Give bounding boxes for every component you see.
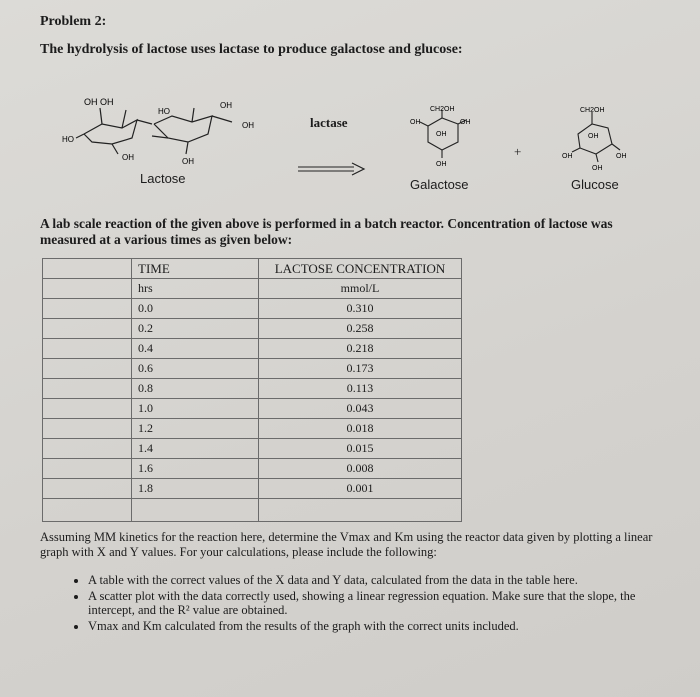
conc-cell: 0.173: [259, 359, 462, 379]
glucose-label-oh-bottom: OH: [592, 165, 603, 172]
table-row: [43, 339, 462, 359]
time-cell: 1.8: [132, 479, 259, 499]
time-cell: 0.4: [132, 339, 259, 359]
glucose-label-oh-left: OH: [562, 153, 573, 160]
list-item: • A scatter plot with the data correctly used, showing a linear regression equation. Make sure that the slope, the intercept, and the R² value are obtained.: [88, 589, 648, 617]
paragraph-reactor: A lab scale reaction of the given above is performed in a batch reactor. Concentration of lactose was measured at a various times as given below:: [40, 216, 613, 247]
lactose-label-oh-top: OH: [220, 101, 232, 110]
conc-cell: 0.258: [259, 319, 462, 339]
galactose-label-oh-center: OH: [436, 131, 447, 138]
time-cell: 1.6: [132, 459, 259, 479]
conc-cell: 0.008: [259, 459, 462, 479]
enzyme-label: lactase: [310, 115, 348, 130]
glucose-label-oh-center: OH: [588, 133, 599, 140]
galactose-label-oh-bottom: OH: [436, 161, 447, 168]
time-cell: 0.2: [132, 319, 259, 339]
lactose-label-ho2: HO: [158, 107, 170, 116]
list-item: • A table with the correct values of the X data and Y data, calculated from the data in the table here.: [88, 573, 648, 587]
glucose-label-oh-right: OH: [616, 153, 627, 160]
paragraph-instructions: Assuming MM kinetics for the reaction here, determine the Vmax and Km using the reactor data given by plotting a linear graph with X and Y values. For your calculations, please include the following:: [40, 530, 653, 559]
lactose-label-ho1: HO: [62, 135, 74, 144]
conc-cell: 0.001: [259, 479, 462, 499]
lactose-label-oh-mid: OH: [122, 153, 134, 162]
lactose-label-oh-right: OH: [242, 121, 254, 130]
conc-cell: 0.113: [259, 379, 462, 399]
plus-sign: +: [514, 144, 522, 159]
unit-concentration: mmol/L: [259, 279, 462, 299]
time-cell: 1.0: [132, 399, 259, 419]
table-row: [43, 379, 462, 399]
unit-time: hrs: [132, 279, 259, 299]
header-concentration: LACTOSE CONCENTRATION: [259, 259, 462, 279]
table-row: [43, 419, 462, 439]
lactose-label-oh-bottom: OH: [182, 157, 194, 166]
table-row: [43, 299, 462, 319]
galactose-structure: [408, 104, 478, 170]
table-header-row: [43, 259, 462, 279]
table-row: [43, 359, 462, 379]
problem-title: Problem 2:: [40, 14, 107, 29]
lactose-label-ohoh: OH OH: [84, 97, 114, 107]
table-row: [43, 439, 462, 459]
concentration-table: [42, 258, 462, 522]
time-cell: 0.6: [132, 359, 259, 379]
galactose-label-oh-right: OH: [460, 119, 471, 126]
glucose-label-ch2oh: CH2OH: [580, 107, 605, 114]
table-empty-row: [43, 499, 462, 522]
conc-cell: 0.018: [259, 419, 462, 439]
conc-cell: 0.015: [259, 439, 462, 459]
time-cell: 0.8: [132, 379, 259, 399]
table-row: [43, 479, 462, 499]
time-cell: 0.0: [132, 299, 259, 319]
conc-cell: 0.310: [259, 299, 462, 319]
reaction-arrow-icon: [296, 162, 366, 176]
galactose-name: Galactose: [410, 177, 469, 192]
table-row: [43, 459, 462, 479]
lactose-name: Lactose: [140, 171, 186, 186]
conc-cell: 0.218: [259, 339, 462, 359]
table-row: [43, 319, 462, 339]
glucose-name: Glucose: [571, 177, 619, 192]
table-units-row: [43, 279, 462, 299]
table-row: [43, 399, 462, 419]
glucose-structure: [562, 104, 632, 174]
lactose-structure: [62, 94, 282, 174]
requirements-list: [60, 573, 648, 635]
galactose-label-ch2oh: CH2OH: [430, 106, 455, 113]
time-cell: 1.4: [132, 439, 259, 459]
list-item: • Vmax and Km calculated from the results of the graph with the correct units included.: [88, 619, 648, 633]
intro-text: The hydrolysis of lactose uses lactase to produce galactose and glucose:: [40, 42, 463, 57]
header-time: TIME: [132, 259, 259, 279]
galactose-label-oh-left: OH: [410, 119, 421, 126]
time-cell: 1.2: [132, 419, 259, 439]
conc-cell: 0.043: [259, 399, 462, 419]
